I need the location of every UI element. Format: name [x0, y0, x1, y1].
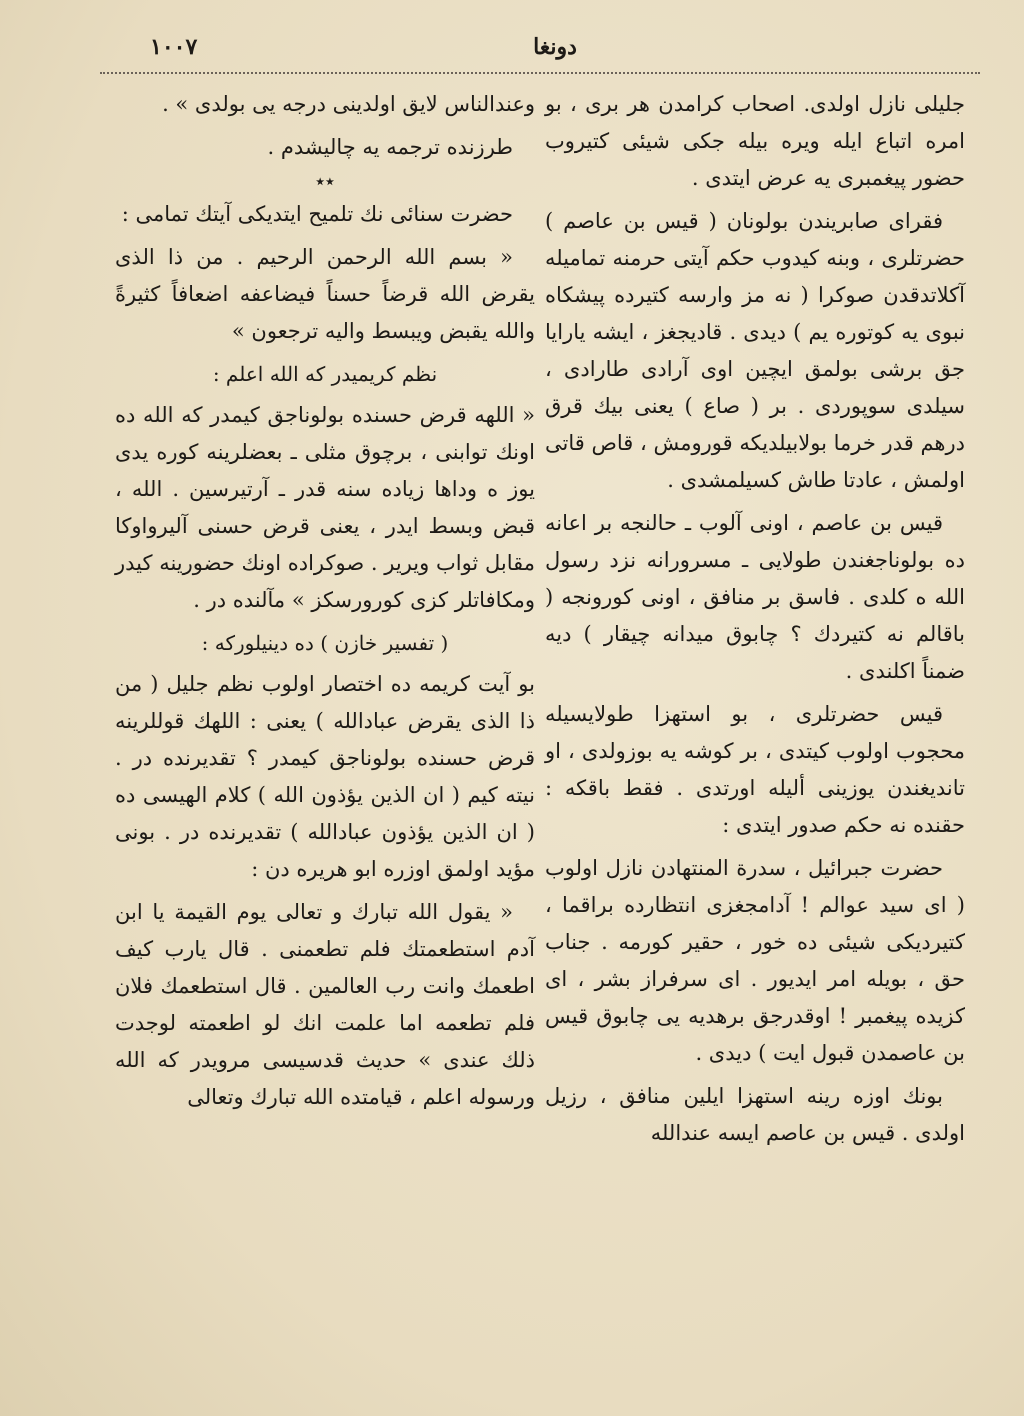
paragraph: قيس حضرتلرى ، بو استهزا طولايسيله محجوب اولوب كيتدى ، بر كوشه يه بوزولدى ، او تانديغندن يوزينى أليله اورتدى . فقط باقكه : حقنده نه حكم صدور ايتدى : — [545, 702, 965, 837]
paragraph: حضرت جبرائيل ، سدرة المنتهادن نازل اولوب ( اى سيد عوالم ! آدامجغزى انتظارده براقما ، كتيرديكى شيئى ده خور ، حقير كورمه . جناب حق ، بويله امر ايديور . اى سرفراز بشر ، اى كزيده پيغمبر ! اوقدرجق برهديه يى چابوق قيس بن عاصمدن قبول ايت ) ديدى . — [545, 856, 965, 1065]
centered-line: نظم كريميدر كه الله اعلم : — [212, 362, 438, 386]
paragraph: طرزنده ترجمه يه چاليشدم . — [267, 135, 513, 159]
section-separator: ٭٭ — [315, 171, 335, 192]
right-column — [545, 86, 965, 1158]
paragraph: حضرت سنائى نك تلميح ايتديكى آيتك تمامى : — [121, 202, 513, 226]
paragraph: بو آيت كريمه ده اختصار اولوب نظم جليل ( من ذا الذى يقرض عبادالله ) يعنى : اللهك قوللرينه قرض حسنده بولوناجق كيمدر ؟ تقديرنده در . نيته كيم ( ان الذين يؤذون الله ) كلام الهيسى ده ( ان الذين يؤذون عبادالله ) تقديرنده در . بونى مؤيد اولمق اوزره ابو هريره دن : — [115, 672, 535, 881]
running-title: دونغا — [533, 34, 577, 60]
paragraph: قيس بن عاصم ، اونى آلوب ـ حالنجه بر اعانه ده بولوناجغندن طولايى ـ مسرورانه نزد رسول الله ه كلدى . فاسق بر منافق ، اونى كورونجه ( باقالم نه كتيردك ؟ چابوق ميدانه چيقار ) ديه ضمناً اكلندى . — [545, 511, 965, 683]
header-divider — [100, 72, 980, 78]
paragraph: فقراى صابريندن بولونان ( قيس بن عاصم ) حضرتلرى ، وبنه كيدوب حكم آيتى حرمنه تماميله آكلاتدقدن صوكرا ( نه مز وارسه كتيرده پيشكاه نبوى يه كوتوره يم ) ديدى . قاديجغز ، ايشه يارايا جق برشى بولمق ايچين اوى آرادى طارادى ، سيلدى سوپوردى . بر ( صاع ) يعنى بيك قرق درهم قدر خرما بولابيلديكه قورومش ، قاص قاتى اولمش ، عادتا طاش كسيلمشدى . — [545, 209, 965, 492]
quranic-verse: « بسم الله الرحمن الرحيم . من ذا الذى يقرض الله قرضاً حسناً فيضاعفه اضعافاً كثيرةً والله يقبض ويبسط واليه ترجعون » — [115, 245, 535, 343]
paragraph: وعندالناس لايق اولدينى درجه يى بولدى » . — [162, 92, 535, 116]
paragraph: جليلى نازل اولدى. اصحاب كرامدن هر برى ، بو امره اتباع ايله ويره بيله جكى شيئى كتيروب حضور پيغمبرى يه عرض ايتدى . — [545, 92, 965, 190]
paragraph: « اللهه قرض حسنده بولوناجق كيمدر كه الله ده اونك توابنى ، برچوق مثلى ـ بعضلرينه كوره يدى يوز ه وداها زياده سنه قدر ـ آرتيرسين . الله ، قبض وبسط ايدر ، يعنى قرض حسنى آليرواوكا مقابل ثواب ويرير . صوكراده اونك حضورينه كيدر ومكافاتلر كزى كورورسكز » مآلنده در . — [115, 403, 535, 612]
page-header — [150, 30, 960, 70]
left-column — [115, 86, 535, 1122]
page-number: ١٠٠٧ — [150, 34, 198, 60]
centered-line: ( تفسير خازن ) ده دينيلوركه : — [201, 631, 449, 655]
paragraph: بونك اوزه رينه استهزا ايلين منافق ، رزيل اولدى . قيس بن عاصم ايسه عندالله — [545, 1084, 965, 1145]
hadith-quote: « يقول الله تبارك و تعالى يوم القيمة يا ابن آدم استطعمتك فلم تطعمنى . قال يارب كيف اطعمك وانت رب العالمين . قال استطعمك فلان فلم تطعمه اما علمت انك لو اطعمته لوجدت ذلك عندى » حديث قدسيسى مرويدر كه الله ورسوله اعلم ، قيامتده الله تبارك وتعالى — [115, 900, 535, 1109]
